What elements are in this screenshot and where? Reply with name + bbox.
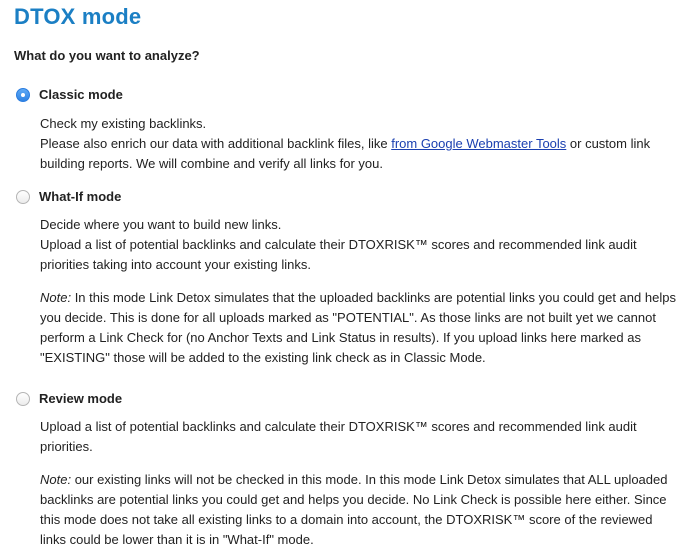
whatif-note-label: Note: xyxy=(40,290,72,305)
classic-mode-radio[interactable] xyxy=(16,88,30,102)
whatif-mode-option[interactable] xyxy=(16,189,121,204)
google-webmaster-tools-link[interactable]: from Google Webmaster Tools xyxy=(391,136,567,151)
classic-mode-line1: Check my existing backlinks. xyxy=(40,116,207,131)
whatif-note-text: In this mode Link Detox simulates that the uploaded backlinks are potential links you could get and helps you decide. This is done for all uploads marked as "POTENTIAL". As those links are not built yet we cannot perform a Link Check for (no Anchor Texts and Link Status in results). If you upload links here marked as "EXISTING" those will be added to the existing link check as in Classic Mode. xyxy=(40,290,676,365)
analyze-question: What do you want to analyze? xyxy=(14,48,200,63)
classic-mode-line2 xyxy=(40,134,680,174)
classic-mode-label[interactable]: Classic mode xyxy=(39,87,123,102)
whatif-mode-line2: Upload a list of potential backlinks and calculate their DTOXRISK™ scores and recommended link audit priorities taking into account your existing links. xyxy=(40,237,637,272)
whatif-mode-spacer xyxy=(40,275,680,288)
review-note-text: our existing links will not be checked in this mode. In this mode Link Detox simulates that ALL uploaded backlinks are potential links you could get and helps you decide. No Link Check is possible here either. Since this mode does not take all existing links to a domain into account, the DTOXRISK™ score of the reviewed links could be lower than it is in "What-If" mode. xyxy=(40,472,668,547)
whatif-mode-note xyxy=(40,288,680,368)
whatif-mode-label[interactable]: What-If mode xyxy=(39,189,122,204)
review-mode-label[interactable]: Review mode xyxy=(39,391,123,406)
whatif-mode-description xyxy=(40,215,680,368)
classic-mode-line2-after: or custom link building reports. We will combine and verify all links for you. xyxy=(40,136,651,171)
review-note-label: Note: xyxy=(40,472,72,487)
review-mode-spacer xyxy=(40,457,680,470)
whatif-mode-line1: Decide where you want to build new links. xyxy=(40,217,282,232)
classic-mode-description xyxy=(40,114,680,174)
review-mode-radio[interactable] xyxy=(16,392,30,406)
classic-mode-option[interactable] xyxy=(16,87,123,102)
page-title: DTOX mode xyxy=(14,4,142,29)
review-mode-note xyxy=(40,470,680,550)
review-mode-line1: Upload a list of potential backlinks and calculate their DTOXRISK™ scores and recommended link audit priorities. xyxy=(40,419,637,454)
classic-mode-line2-before: Please also enrich our data with additional backlink files, like xyxy=(40,136,392,151)
whatif-mode-radio[interactable] xyxy=(16,190,30,204)
review-mode-option[interactable] xyxy=(16,391,122,406)
review-mode-description xyxy=(40,417,680,550)
